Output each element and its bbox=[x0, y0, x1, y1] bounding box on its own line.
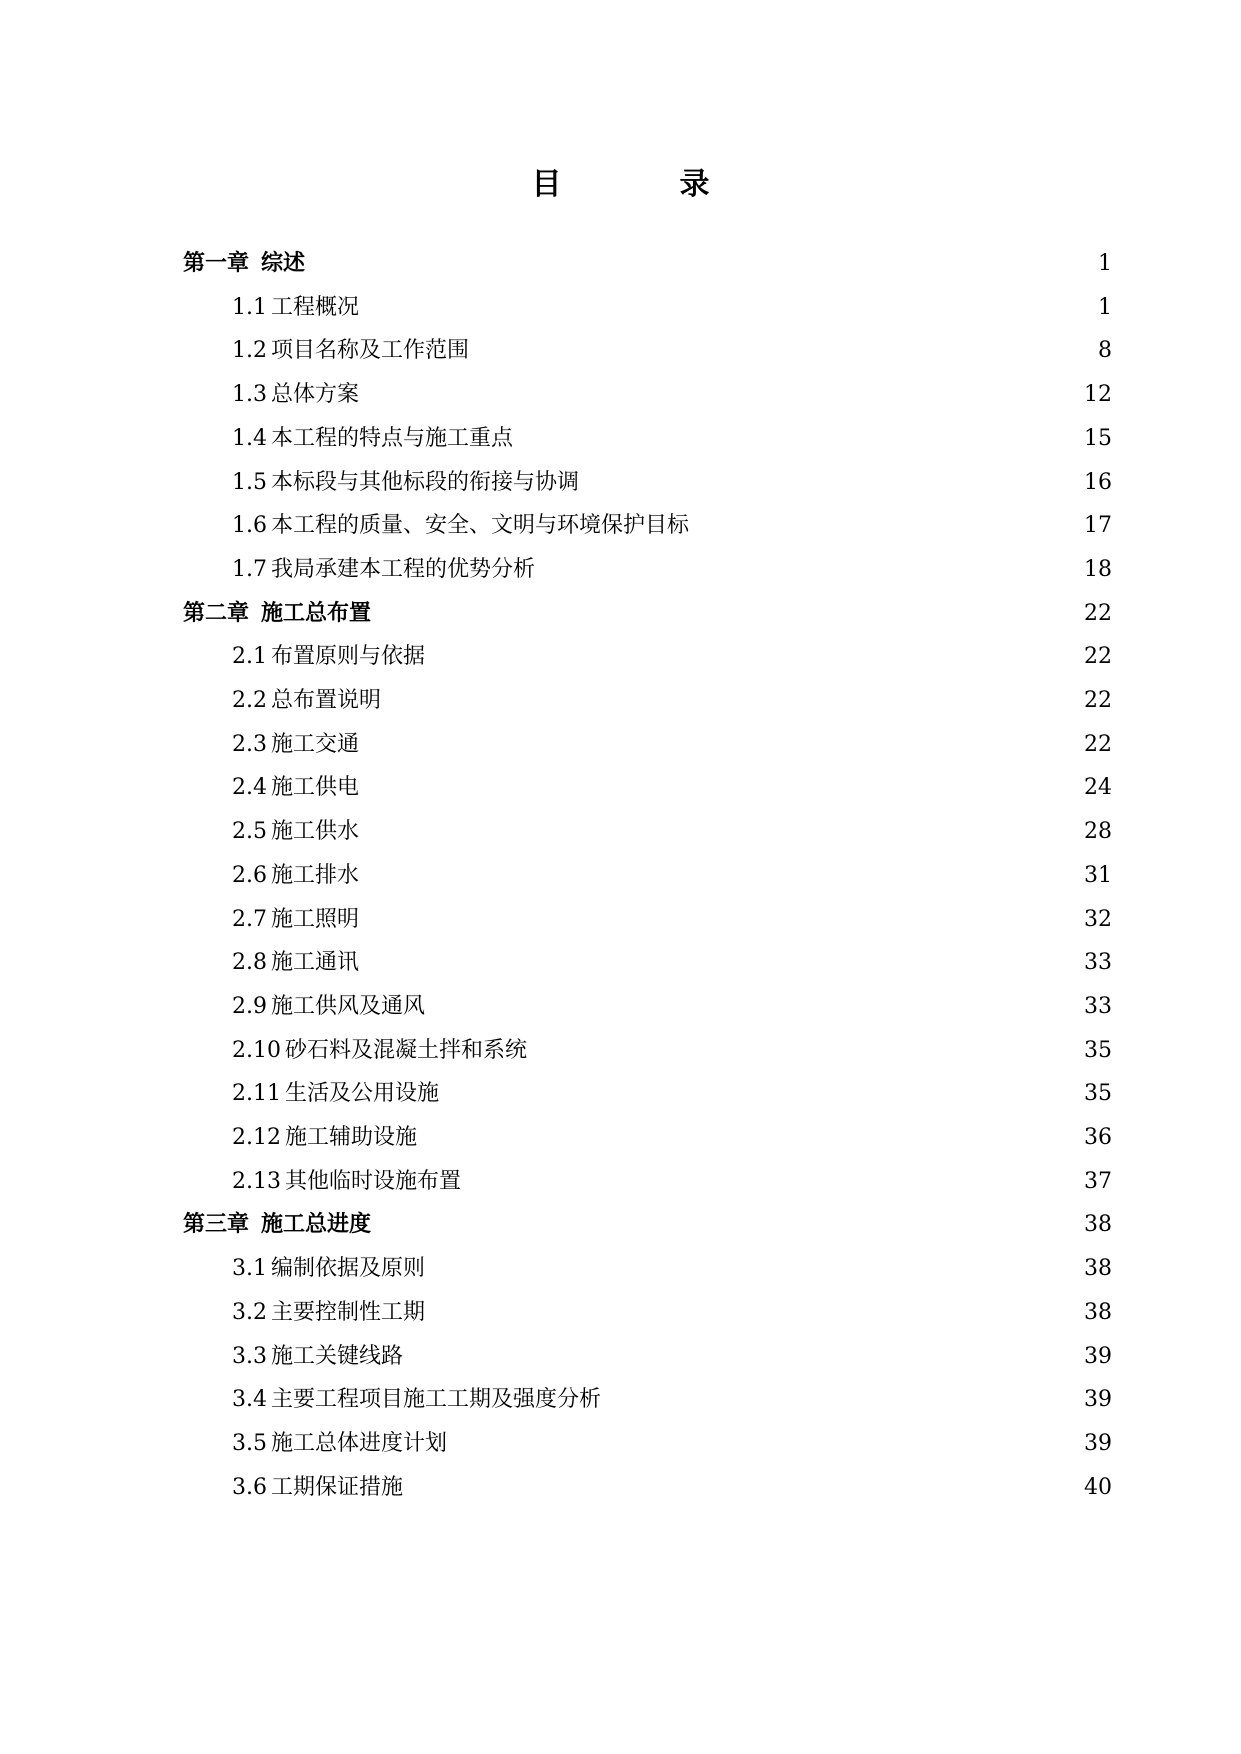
toc-entry-label bbox=[232, 288, 359, 328]
toc-page-number: 17 bbox=[1084, 513, 1112, 539]
toc-entry-label bbox=[232, 725, 359, 765]
toc-section-entry[interactable] bbox=[232, 1468, 1112, 1508]
toc-page-number: 22 bbox=[1084, 688, 1112, 713]
dot-leader bbox=[603, 1380, 1082, 1420]
toc-entry-title: 本标段与其他标段的衔接与协调 bbox=[271, 469, 580, 495]
dot-leader bbox=[361, 288, 1096, 328]
toc-page-number: 33 bbox=[1084, 993, 1112, 1019]
toc-entry-title: 工程概况 bbox=[271, 294, 360, 320]
toc-entry-title: 施工辅助设施 bbox=[284, 1125, 417, 1150]
toc-entry-label bbox=[232, 812, 359, 852]
toc-entry-title: 施工供水 bbox=[271, 819, 360, 845]
dot-leader bbox=[361, 900, 1082, 940]
toc-page-number: 39 bbox=[1084, 1387, 1112, 1413]
toc-section-entry[interactable] bbox=[232, 419, 1112, 459]
toc-page-number: 39 bbox=[1084, 1343, 1112, 1369]
dot-leader bbox=[383, 681, 1082, 721]
toc-section-entry[interactable] bbox=[232, 987, 1112, 1027]
toc-page-number: 28 bbox=[1084, 819, 1112, 845]
toc-entry-title: 布置原则与依据 bbox=[271, 644, 426, 670]
toc-section-entry[interactable] bbox=[232, 637, 1112, 677]
toc-page-number: 40 bbox=[1084, 1474, 1112, 1500]
toc-section-entry[interactable] bbox=[232, 1424, 1112, 1464]
toc-entry-title: 项目名称及工作范围 bbox=[271, 338, 470, 364]
toc-entry-number: 3.5 bbox=[232, 1430, 267, 1456]
toc-entry-label bbox=[232, 1468, 403, 1508]
toc-entry-number: 2.7 bbox=[232, 906, 267, 932]
toc-entry-label bbox=[232, 1380, 601, 1420]
toc-entry-label bbox=[232, 506, 689, 546]
toc-entry-label bbox=[232, 900, 359, 940]
dot-leader bbox=[463, 1162, 1082, 1202]
toc-entry-label bbox=[232, 637, 425, 677]
dot-leader bbox=[361, 856, 1082, 896]
toc-entry-number: 2.10 bbox=[232, 1037, 281, 1063]
toc-page-number: 35 bbox=[1084, 1081, 1112, 1107]
toc-entry-number: 2.2 bbox=[232, 688, 267, 713]
toc-section-entry[interactable] bbox=[232, 1380, 1112, 1420]
toc-entry-label bbox=[183, 1205, 371, 1245]
toc-entry-label bbox=[232, 1031, 527, 1071]
toc-page-number: 38 bbox=[1084, 1256, 1112, 1282]
dot-leader bbox=[419, 1118, 1082, 1158]
dot-leader bbox=[449, 1424, 1082, 1464]
toc-page-number: 8 bbox=[1098, 338, 1112, 364]
toc-entry-number: 2.13 bbox=[232, 1168, 281, 1194]
toc-page-number: 12 bbox=[1084, 382, 1112, 408]
dot-leader bbox=[373, 1205, 1082, 1245]
toc-section-entry[interactable] bbox=[232, 331, 1112, 371]
toc-entry-title: 砂石料及混凝土拌和系统 bbox=[284, 1037, 527, 1063]
toc-entry-title: 综述 bbox=[261, 251, 306, 276]
toc-entry-label bbox=[232, 1249, 425, 1289]
toc-section-entry[interactable] bbox=[232, 463, 1112, 503]
toc-entry-title: 施工交通 bbox=[271, 731, 360, 757]
toc-page-number: 33 bbox=[1084, 950, 1112, 976]
toc-entry-title: 本工程的特点与施工重点 bbox=[271, 425, 514, 451]
toc-entry-number: 2.12 bbox=[232, 1125, 281, 1150]
toc-page-number: 24 bbox=[1084, 775, 1112, 801]
toc-entry-title: 本工程的质量、安全、文明与环境保护目标 bbox=[271, 513, 690, 539]
toc-chapter-entry[interactable] bbox=[183, 1205, 1112, 1245]
toc-page-number: 39 bbox=[1084, 1430, 1112, 1456]
toc-entry-number: 1.5 bbox=[232, 469, 267, 495]
toc-section-entry[interactable] bbox=[232, 1249, 1112, 1289]
toc-section-entry[interactable] bbox=[232, 856, 1112, 896]
toc-entry-number: 1.6 bbox=[232, 513, 267, 539]
toc-entry-label bbox=[232, 1424, 447, 1464]
toc-page-number: 38 bbox=[1084, 1212, 1112, 1238]
dot-leader bbox=[581, 463, 1082, 503]
toc-page-number: 18 bbox=[1084, 556, 1112, 582]
toc-entry-number: 2.6 bbox=[232, 862, 267, 888]
dot-leader bbox=[405, 1337, 1082, 1377]
dot-leader bbox=[373, 594, 1082, 634]
toc-entry-label bbox=[232, 550, 535, 590]
toc-entry-number: 2.11 bbox=[232, 1081, 281, 1107]
toc-page-number: 1 bbox=[1098, 294, 1112, 320]
toc-entry-title: 总体方案 bbox=[271, 382, 360, 408]
toc-entry-label bbox=[232, 856, 359, 896]
toc-entry-title: 施工通讯 bbox=[271, 950, 360, 976]
toc-entry-title: 主要控制性工期 bbox=[271, 1299, 426, 1325]
toc-entry-label bbox=[232, 681, 381, 721]
toc-entry-title: 施工总体进度计划 bbox=[271, 1430, 448, 1456]
dot-leader bbox=[441, 1074, 1082, 1114]
toc-page-number: 36 bbox=[1084, 1125, 1112, 1150]
toc-section-entry[interactable] bbox=[232, 725, 1112, 765]
dot-leader bbox=[307, 244, 1096, 284]
toc-section-entry[interactable] bbox=[232, 1337, 1112, 1377]
toc-page-number: 15 bbox=[1084, 425, 1112, 451]
toc-entry-label bbox=[232, 419, 513, 459]
toc-entry-label bbox=[183, 594, 371, 634]
toc-entry-label bbox=[232, 375, 359, 415]
toc-entry-number: 第三章 bbox=[183, 1212, 250, 1238]
toc-entry-title: 施工供风及通风 bbox=[271, 993, 426, 1019]
dot-leader bbox=[405, 1468, 1082, 1508]
dot-leader bbox=[537, 550, 1082, 590]
dot-leader bbox=[427, 637, 1082, 677]
toc-section-entry[interactable] bbox=[232, 550, 1112, 590]
toc-entry-title: 我局承建本工程的优势分析 bbox=[271, 556, 536, 582]
toc-entry-label bbox=[232, 1162, 461, 1202]
toc-chapter-entry[interactable] bbox=[183, 594, 1112, 634]
toc-entry-title: 总布置说明 bbox=[271, 688, 382, 713]
toc-entry-number: 2.3 bbox=[232, 731, 267, 757]
toc-entry-title: 施工关键线路 bbox=[271, 1343, 404, 1369]
toc-section-entry[interactable] bbox=[232, 1118, 1112, 1158]
toc-section-entry[interactable] bbox=[232, 768, 1112, 808]
toc-entry-label bbox=[232, 943, 359, 983]
toc-entry-label bbox=[232, 331, 469, 371]
toc-entry-number: 3.3 bbox=[232, 1343, 267, 1369]
toc-entry-number: 2.5 bbox=[232, 819, 267, 845]
toc-page-number: 22 bbox=[1084, 731, 1112, 757]
toc-entry-number: 3.1 bbox=[232, 1256, 267, 1282]
toc-entry-label bbox=[232, 1118, 417, 1158]
toc-page-number: 37 bbox=[1084, 1168, 1112, 1194]
toc-entry-number: 1.4 bbox=[232, 425, 267, 451]
toc-entry-number: 第一章 bbox=[183, 251, 250, 276]
toc-section-entry[interactable] bbox=[232, 1031, 1112, 1071]
toc-page-number: 16 bbox=[1084, 469, 1112, 495]
toc-entry-number: 1.1 bbox=[232, 294, 267, 320]
toc-entry-number: 2.4 bbox=[232, 775, 267, 801]
toc-page-number: 32 bbox=[1084, 906, 1112, 932]
dot-leader bbox=[691, 506, 1082, 546]
dot-leader bbox=[361, 812, 1082, 852]
toc-section-entry[interactable] bbox=[232, 1162, 1112, 1202]
toc-entry-label bbox=[232, 1074, 439, 1114]
toc-page-number: 38 bbox=[1084, 1299, 1112, 1325]
dot-leader bbox=[361, 375, 1082, 415]
toc-entry-label bbox=[232, 1293, 425, 1333]
toc-section-entry[interactable] bbox=[232, 1293, 1112, 1333]
toc-section-entry[interactable] bbox=[232, 943, 1112, 983]
toc-entry-number: 1.3 bbox=[232, 382, 267, 408]
toc-entry-number: 1.2 bbox=[232, 338, 267, 364]
toc-entry-title: 施工总布置 bbox=[261, 600, 372, 626]
toc-page-number: 35 bbox=[1084, 1037, 1112, 1063]
toc-section-entry[interactable] bbox=[232, 288, 1112, 328]
dot-leader bbox=[529, 1031, 1082, 1071]
dot-leader bbox=[427, 1293, 1082, 1333]
toc-entry-title: 主要工程项目施工工期及强度分析 bbox=[271, 1387, 602, 1413]
toc-section-entry[interactable] bbox=[232, 900, 1112, 940]
toc-entry-number: 2.9 bbox=[232, 993, 267, 1019]
dot-leader bbox=[361, 768, 1082, 808]
toc-entry-number: 3.6 bbox=[232, 1474, 267, 1500]
toc-section-entry[interactable] bbox=[232, 812, 1112, 852]
toc-entry-number: 2.8 bbox=[232, 950, 267, 976]
dot-leader bbox=[471, 331, 1096, 371]
toc-entry-title: 生活及公用设施 bbox=[284, 1081, 439, 1107]
dot-leader bbox=[427, 987, 1082, 1027]
toc-entry-title: 其他临时设施布置 bbox=[284, 1168, 461, 1194]
toc-entry-label bbox=[232, 987, 425, 1027]
toc-entry-number: 第二章 bbox=[183, 600, 250, 626]
toc-entry-label bbox=[232, 768, 359, 808]
toc-entry-number: 2.1 bbox=[232, 644, 267, 670]
toc-entry-label bbox=[183, 244, 305, 284]
toc-page-number: 22 bbox=[1084, 644, 1112, 670]
toc-page-number: 31 bbox=[1084, 862, 1112, 888]
toc-entry-number: 3.4 bbox=[232, 1387, 267, 1413]
dot-leader bbox=[515, 419, 1082, 459]
toc-section-entry[interactable] bbox=[232, 375, 1112, 415]
toc-entry-title: 施工总进度 bbox=[261, 1212, 372, 1238]
dot-leader bbox=[361, 725, 1082, 765]
toc-entry-title: 施工排水 bbox=[271, 862, 360, 888]
page-title: 目 录 bbox=[531, 167, 754, 202]
toc-entry-title: 施工供电 bbox=[271, 775, 360, 801]
toc-entry-title: 工期保证措施 bbox=[271, 1474, 404, 1500]
toc-page-number: 22 bbox=[1084, 600, 1112, 626]
dot-leader bbox=[427, 1249, 1082, 1289]
toc-section-entry[interactable] bbox=[232, 681, 1112, 721]
toc-entry-label bbox=[232, 1337, 403, 1377]
dot-leader bbox=[361, 943, 1082, 983]
toc-entry-number: 1.7 bbox=[232, 556, 267, 582]
toc-section-entry[interactable] bbox=[232, 506, 1112, 546]
toc-page-number: 1 bbox=[1098, 251, 1112, 276]
toc-entry-title: 编制依据及原则 bbox=[271, 1256, 426, 1282]
toc-section-entry[interactable] bbox=[232, 1074, 1112, 1114]
toc-entry-label bbox=[232, 463, 579, 503]
toc-entry-title: 施工照明 bbox=[271, 906, 360, 932]
toc-entry-number: 3.2 bbox=[232, 1299, 267, 1325]
toc-chapter-entry[interactable] bbox=[183, 244, 1112, 284]
